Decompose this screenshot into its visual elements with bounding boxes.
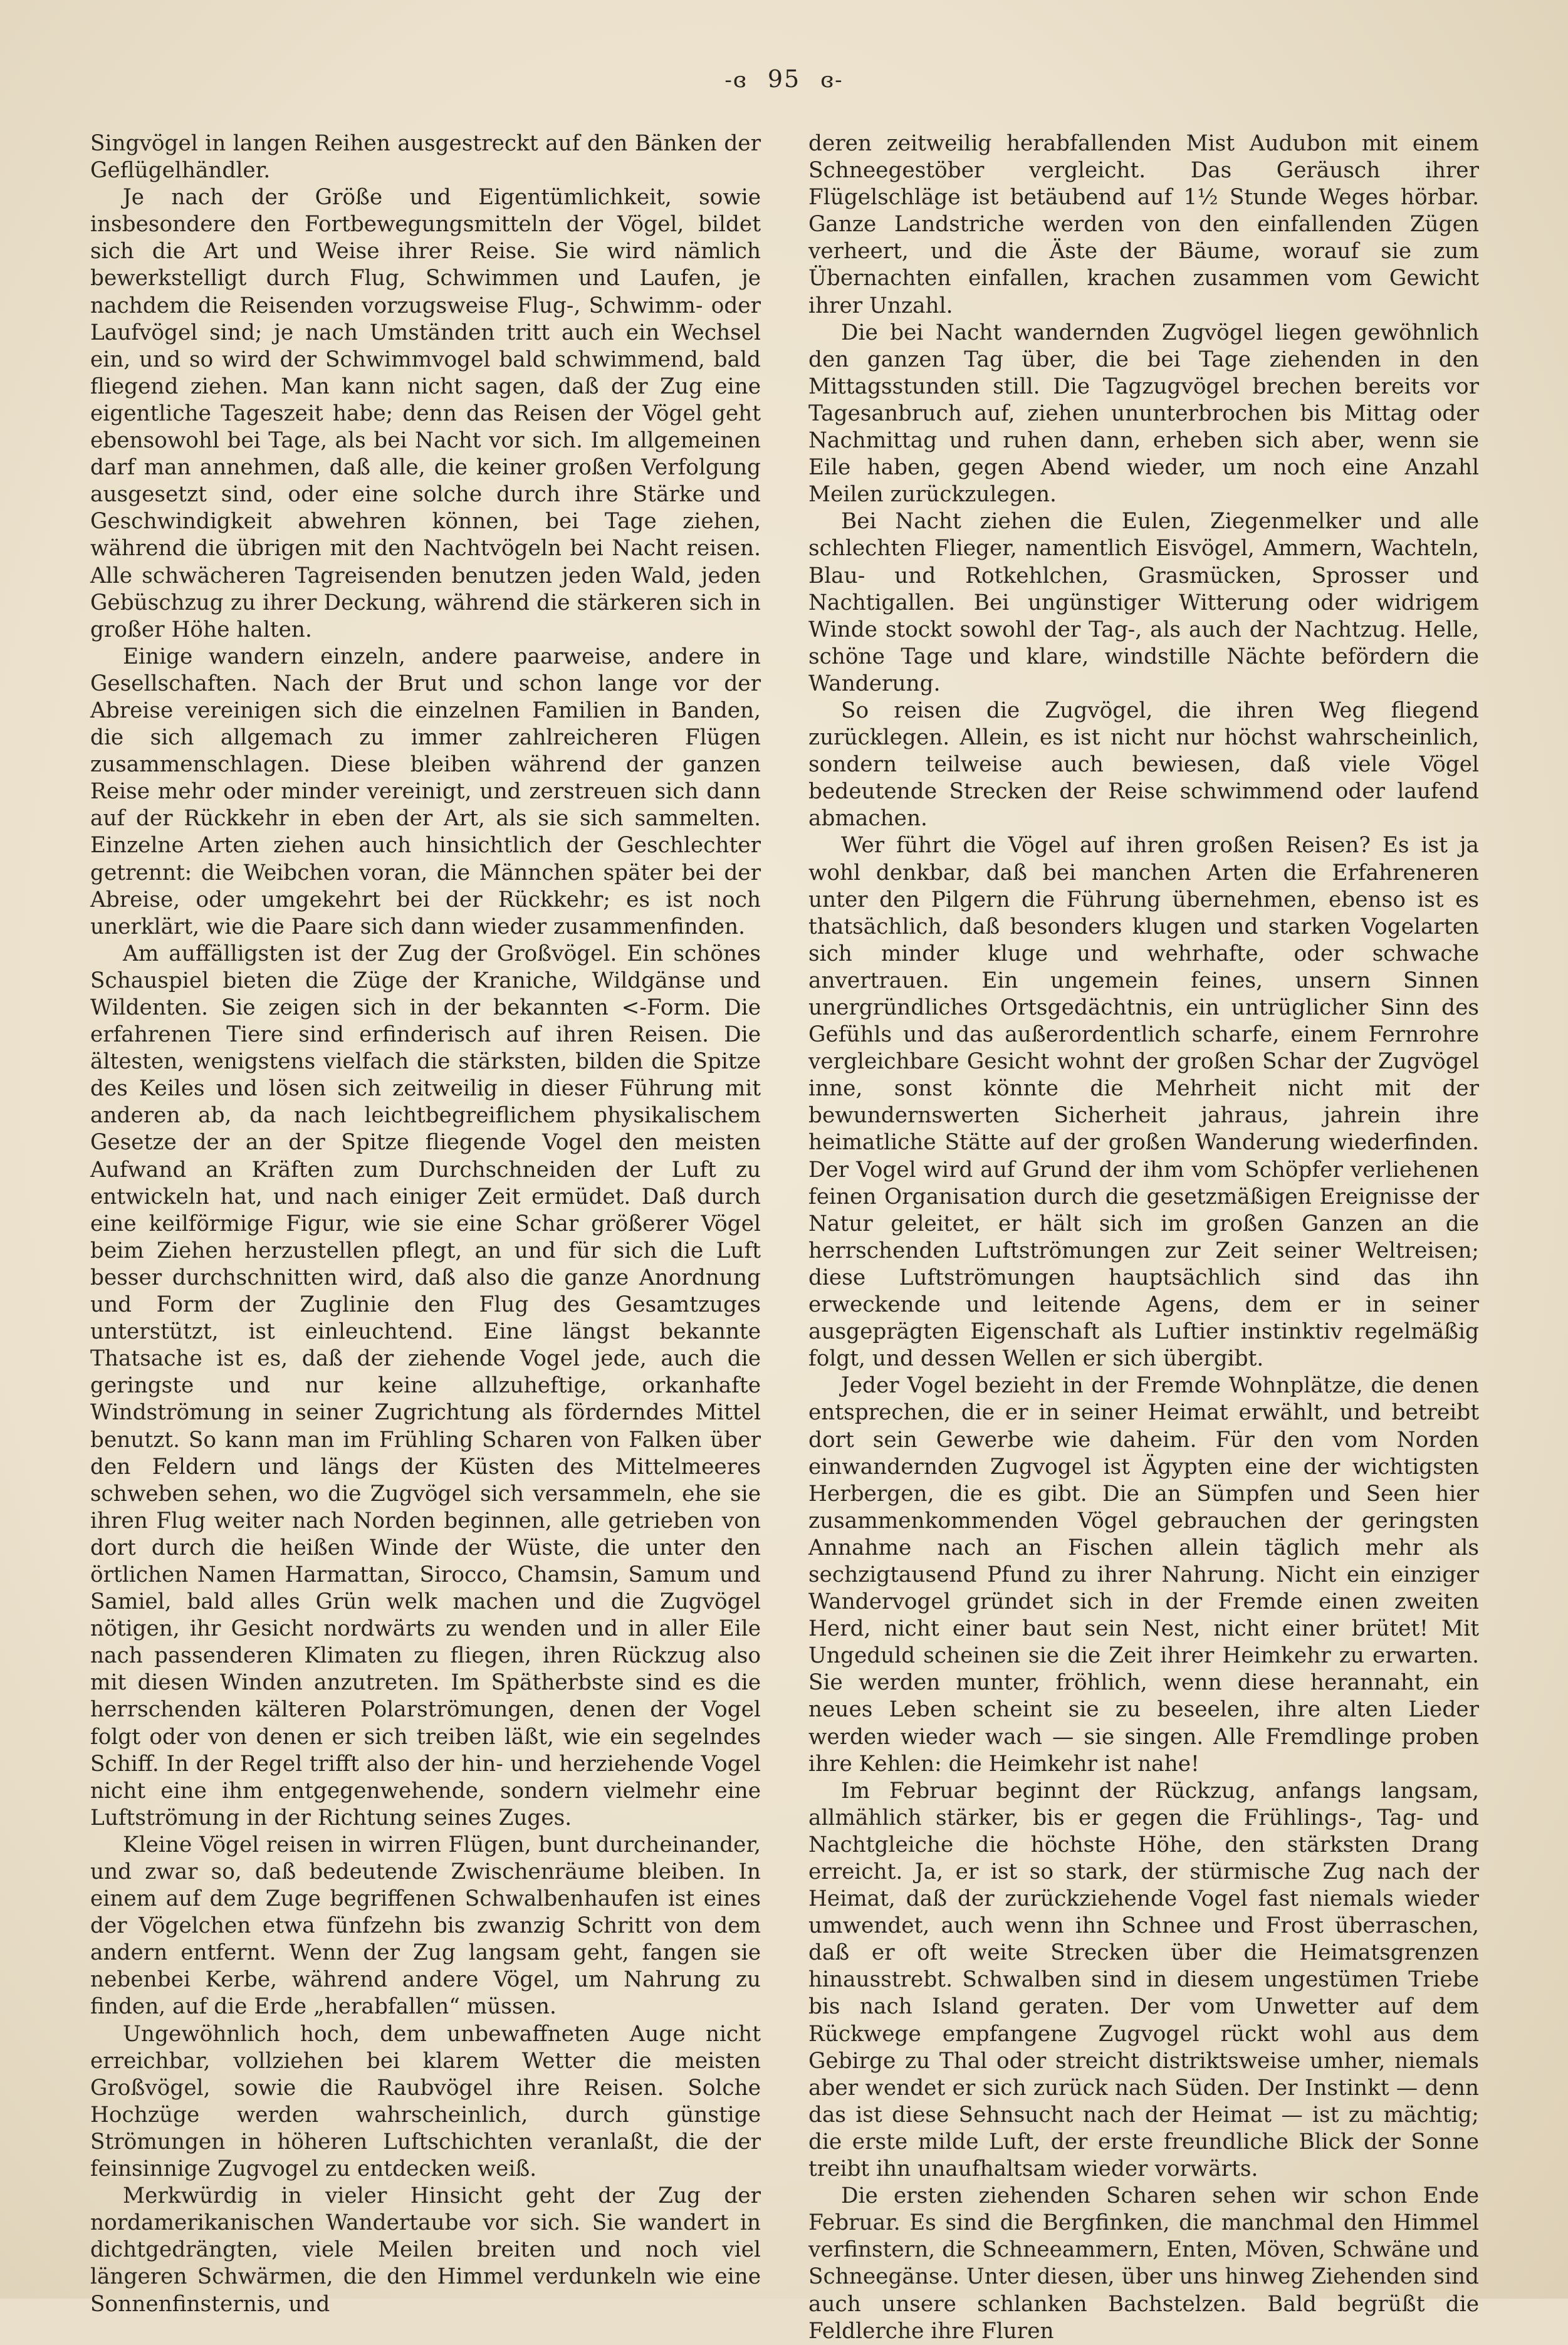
- paragraph: Ungewöhnlich hoch, dem unbewaffneten Auge nicht erreichbar, vollziehen bei klarem Wetter die meisten Großvögel, sowie die Raubvögel ihre Reisen. Solche Hochzüge werden wahrscheinlich, durch günstige Strömungen in höheren Luftschichten veranlaßt, die der feinsinnige Zugvogel zu entdecken weiß.: [90, 2021, 761, 2182]
- paragraph: Wer führt die Vögel auf ihren großen Reisen? Es ist ja wohl denkbar, daß bei manchen Arten die Erfahreneren unter den Pilgern die Führung übernehmen, ebenso ist es thatsächlich, daß besonders klugen und starken Vogelarten sich minder kluge und wehrhafte, oder schwache anvertrauen. Ein ungemein feines, unsern Sinnen unergründliches Ortsgedächtnis, ein untrüglicher Sinn des Gefühls und das außerordentlich scharfe, einem Fernrohre vergleichbare Gesicht wohnt der großen Schar der Zugvögel inne, sonst könnte die Mehrheit nicht mit der bewundernswerten Sicherheit jahraus, jahrein ihre heimatliche Stätte auf der großen Wanderung wiederfinden. Der Vogel wird auf Grund der ihm vom Schöpfer verliehenen feinen Organisation durch die gesetzmäßigen Ereignisse der Natur geleitet, er hält sich im großen Ganzen an die herrschenden Luftströmungen zur Zeit seiner Weltreisen; diese Luftströmungen hauptsächlich sind das ihn erweckende und leitende Agens, dem er in seiner ausgeprägten Eigenschaft als Luftier instinktiv regelmäßig folgt, und dessen Wellen er sich übergibt.: [808, 833, 1479, 1372]
- page-header: [0, 65, 1568, 93]
- paragraph: Singvögel in langen Reihen ausgestreckt auf den Bänken der Geflügelhändler.: [90, 131, 761, 184]
- paragraph: Am auffälligsten ist der Zug der Großvögel. Ein schönes Schauspiel bieten die Züge der Kraniche, Wildgänse und Wildenten. Sie zeigen sich in der bekannten <-Form. Die erfahrenen Tiere sind erfinderisch auf ihren Reisen. Die ältesten, wenigstens vielfach die stärksten, bilden die Spitze des Keiles und lösen sich zeitweilig in dieser Führung mit anderen ab, da nach leichtbegreiflichem physikalischem Gesetze der an der Spitze fliegende Vogel den meisten Aufwand an Kräften zum Durchschneiden der Luft zu entwickeln hat, und nach einiger Zeit ermüdet. Daß durch eine keilförmige Figur, wie sie eine Schar größerer Vögel beim Ziehen herzustellen pflegt, an und für sich die Luft besser durchschnitten wird, daß also die ganze Anordnung und Form der Zuglinie den Flug des Gesamtzuges unterstützt, ist einleuchtend. Eine längst bekannte Thatsache ist es, daß der ziehende Vogel jede, auch die geringste und nur keine allzuheftige, orkanhafte Windströmung in seiner Zugrichtung als förderndes Mittel benutzt. So kann man im Frühling Scharen von Falken über den Feldern und längs der Küsten des Mittelmeeres schweben sehen, wo die Zugvögel sich versammeln, ehe sie ihren Flug weiter nach Norden beginnen, alle getrieben von dort durch die heißen Winde der Wüste, die unter den örtlichen Namen Harmattan, Sirocco, Chamsin, Samum und Samiel, bald alles Grün welk machen und die Zugvögel nötigen, ihr Gesicht nordwärts zu wenden und in aller Eile nach passenderen Klimaten zu fliegen, ihren Rückzug also mit diesen Winden anzutreten. Im Spätherbste sind es die herrschenden kälteren Polarströmungen, denen der Vogel folgt oder von denen er sich treiben läßt, wie ein segelndes Schiff. In der Regel trifft also der hin- und herziehende Vogel nicht eine ihm entgegenwehende, sondern vielmehr eine Luftströmung in der Richtung seines Zuges.: [90, 941, 761, 1831]
- right-column: [808, 130, 1479, 2344]
- paragraph: Jeder Vogel bezieht in der Fremde Wohnplätze, die denen entsprechen, die er in seiner Heimat erwählt, und betreibt dort sein Gewerbe wie daheim. Für den vom Norden einwandernden Zugvogel ist Ägypten eine der wichtigsten Herbergen, die es gibt. Die an Sümpfen und Seen hier zusammenkommenden Vögel gebrauchen der geringsten Annahme nach an Fischen allein täglich mehr als sechzigtausend Pfund zu ihrer Nahrung. Nicht ein einziger Wandervogel gründet sich in der Fremde einen zweiten Herd, nicht einer baut sein Nest, nicht einer brütet! Mit Ungeduld scheinen sie die Zeit ihrer Heimkehr zu erwarten. Sie werden munter, fröhlich, wenn diese herannaht, ein neues Leben scheint sie zu beseelen, ihre alten Lieder werden wieder wach — sie singen. Alle Fremdlinge proben ihre Kehlen: die Heimkehr ist nahe!: [808, 1373, 1479, 1777]
- paragraph: Bei Nacht ziehen die Eulen, Ziegenmelker und alle schlechten Flieger, namentlich Eisvögel, Ammern, Wachteln, Blau- und Rotkehlchen, Grasmücken, Sprosser und Nachtigallen. Bei ungünstiger Witterung oder widrigem Winde stockt sowohl der Tag-, als auch der Nachtzug. Helle, schöne Tage und klare, windstille Nächte befördern die Wanderung.: [808, 509, 1479, 696]
- left-column: [90, 130, 761, 2317]
- paragraph: Die bei Nacht wandernden Zugvögel liegen gewöhnlich den ganzen Tag über, die bei Tage ziehenden in den Mittagsstunden still. Die Tagzugvögel brechen bereits vor Tagesanbruch auf, ziehen ununterbrochen bis Mittag oder Nachmittag und ruhen dann, erheben sich aber, wenn sie Eile haben, gegen Abend wieder, um noch eine Anzahl Meilen zurückzulegen.: [808, 320, 1479, 508]
- paragraph: Je nach der Größe und Eigentümlichkeit, sowie insbesondere den Fortbewegungsmitteln der Vögel, bildet sich die Art und Weise ihrer Reise. Sie wird nämlich bewerkstelligt durch Flug, Schwimmen und Laufen, je nachdem die Reisenden vorzugsweise Flug-, Schwimm- oder Laufvögel sind; je nach Umständen tritt auch ein Wechsel ein, und so wird der Schwimmvogel bald schwimmend, bald fliegend ziehen. Man kann nicht sagen, daß der Zug eine eigentliche Tageszeit habe; denn das Reisen der Vögel geht ebensowohl bei Tage, als bei Nacht vor sich. Im allgemeinen darf man annehmen, daß alle, die keiner großen Verfolgung ausgesetzt sind, oder eine solche durch ihre Stärke und Geschwindigkeit abwehren können, bei Tage ziehen, während die übrigen mit den Nachtvögeln bei Nacht reisen. Alle schwächeren Tagreisenden benutzen jeden Wald, jeden Gebüschzug zu ihrer Deckung, während die stärkeren sich in großer Höhe halten.: [90, 185, 761, 642]
- paragraph: deren zeitweilig herabfallenden Mist Audubon mit einem Schneegestöber vergleicht. Das Geräusch ihrer Flügelschläge ist betäubend auf 1½ Stunde Weges hörbar. Ganze Landstriche werden von den einfallenden Zügen verheert, und die Äste der Bäume, worauf sie zum Übernachten einfallen, krachen zusammen vom Gewicht ihrer Unzahl.: [808, 131, 1479, 318]
- paragraph: Im Februar beginnt der Rückzug, anfangs langsam, allmählich stärker, bis er gegen die Frühlings-, Tag- und Nachtgleiche die höchste Höhe, den stärksten Drang erreicht. Ja, er ist so stark, der stürmische Zug nach der Heimat, daß der zurückziehende Vogel fast niemals wieder umwendet, auch wenn ihn Schnee und Frost überraschen, daß er oft weite Strecken über die Heimatsgrenzen hinausstrebt. Schwalben sind in diesem ungestümen Triebe bis nach Island geraten. Der vom Unwetter auf dem Rückwege empfangene Zugvogel rückt wohl aus dem Gebirge zu Thal oder streicht distriktsweise umher, niemals aber wendet er sich zurück nach Süden. Der Instinkt — denn das ist diese Sehnsucht nach der Heimat — ist zu mächtig; die erste milde Luft, der erste freundliche Blick der Sonne treibt ihn unaufhaltsam wieder vorwärts.: [808, 1778, 1479, 2182]
- paragraph: Kleine Vögel reisen in wirren Flügen, bunt durcheinander, und zwar so, daß bedeutende Zwischenräume bleiben. In einem auf dem Zuge begriffenen Schwalbenhaufen ist eines der Vögelchen etwa fünfzehn bis zwanzig Schritt von dem andern entfernt. Wenn der Zug langsam geht, fangen sie nebenbei Kerbe, während andere Vögel, um Nahrung zu finden, auf die Erde „herabfallen“ müssen.: [90, 1832, 761, 2020]
- page-number: 95: [767, 65, 801, 93]
- paragraph: Die ersten ziehenden Scharen sehen wir schon Ende Februar. Es sind die Bergfinken, die manchmal den Himmel verfinstern, die Schneeammern, Enten, Möven, Schwäne und Schneegänse. Unter diesen, über uns hinweg Ziehenden sind auch unsere schlanken Bachstelzen. Bald begrüßt die Feldlerche ihre Fluren: [808, 2183, 1479, 2344]
- paragraph: So reisen die Zugvögel, die ihren Weg fliegend zurücklegen. Allein, es ist nicht nur höchst wahrscheinlich, sondern teilweise auch bewiesen, daß viele Vögel bedeutende Strecken der Reise schwimmend oder laufend abmachen.: [808, 697, 1479, 832]
- ornament-left-icon: -ɞ: [724, 68, 748, 93]
- paragraph: Merkwürdig in vieler Hinsicht geht der Zug der nordamerikanischen Wandertaube vor sich. Sie wandert in dichtgedrängten, viele Meilen breiten und noch viel längeren Schwärmen, die den Himmel verdunkeln wie eine Sonnenfinsternis, und: [90, 2183, 761, 2317]
- ornament-right-icon: ɞ-: [820, 68, 844, 93]
- paragraph: Einige wandern einzeln, andere paarweise, andere in Gesellschaften. Nach der Brut und schon lange vor der Abreise vereinigen sich die einzelnen Familien in Banden, die sich allgemach zu immer zahlreicheren Flügen zusammenschlagen. Diese bleiben während der ganzen Reise mehr oder minder vereinigt, und zerstreuen sich dann auf der Rückkehr in eben der Art, als sie sich sammelten. Einzelne Arten ziehen auch hinsichtlich der Geschlechter getrennt: die Weibchen voran, die Männchen später bei der Abreise, oder umgekehrt bei der Rückkehr; es ist noch unerklärt, wie die Paare sich dann wieder zusammenfinden.: [90, 644, 761, 939]
